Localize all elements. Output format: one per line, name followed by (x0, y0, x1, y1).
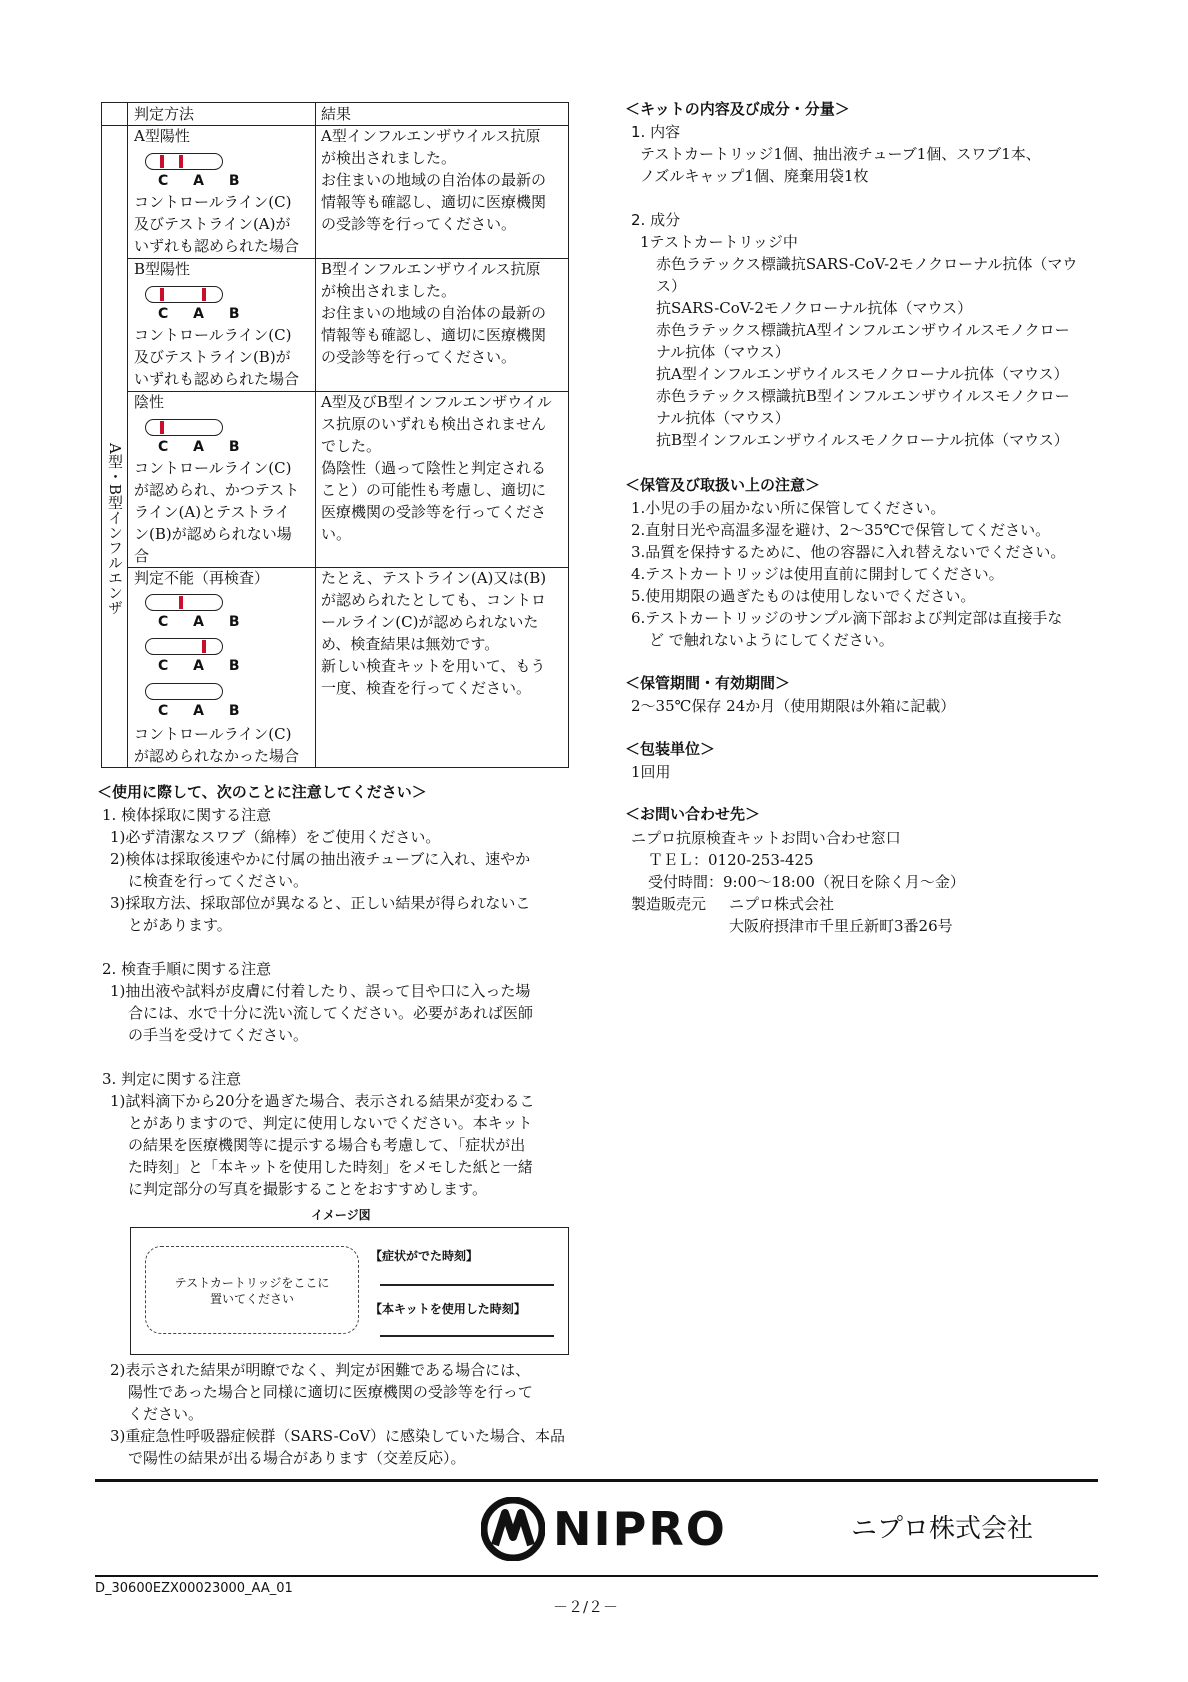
sec3-body: 1)試料滴下から20分を過ぎた場合、表示される結果が変わるこ とがありますので、判定に使用しないでください。本キット の結果を医療機関等に提示する場合も考慮して、「症状が出 た時刻」と「本キットを使用した時刻」をメモした紙と一緒 に判定部分の写真を撮影することをおすすめします。 (110, 1092, 535, 1198)
row-b-method: コントロールライン(C) 及びテストライン(B)が いずれも認められた場合 (134, 326, 300, 388)
test-strip-invalid-none (145, 683, 223, 700)
image-illustration (130, 1227, 569, 1355)
footer-rule-bottom (95, 1575, 1098, 1577)
maker-label: 製造販売元 (631, 895, 707, 913)
contents-heading: ＜キットの内容及び成分・分量＞ (625, 100, 850, 118)
image-caption: イメージ図 (311, 1208, 371, 1222)
row-invalid-result: たとえ、テストライン(A)又は(B) が認められたとしても、コントロ ールライン(C)が認められないた め、検査結果は無効です。 新しい検査キットを用いて、もう 一度、検査を行ってください。 (321, 569, 547, 697)
contact-hours: 受付時間：9:00～18:00（祝日を除く月～金） (648, 873, 965, 891)
maker-address: 大阪府摂津市千里丘新町3番26号 (729, 917, 953, 935)
footer-rule-top (95, 1479, 1098, 1482)
header-method: 判定方法 (134, 105, 195, 123)
strip-labels: C A B (158, 306, 250, 322)
cartridge-placement-area: テストカートリッジをここに 置いてください (145, 1246, 359, 1334)
sec1-title: 1. 検体採取に関する注意 (102, 806, 272, 824)
storage-heading: ＜保管及び取扱い上の注意＞ (625, 476, 821, 494)
row-negative-title: 陰性 (134, 393, 165, 411)
kit-use-time-label: 【本キットを使用した時刻】 (370, 1302, 526, 1316)
strip-labels: C A B (158, 703, 250, 719)
strip-labels: C A B (158, 439, 250, 455)
row-b-title: B型陽性 (134, 260, 191, 278)
test-strip-negative (145, 419, 223, 436)
symptom-time-label: 【症状がでた時刻】 (370, 1249, 479, 1263)
strip-labels: C A B (158, 658, 250, 674)
components-title: 2. 成分 (631, 211, 681, 229)
doc-id: D_30600EZX00023000_AA_01 (95, 1581, 293, 1596)
contents-body: テストカートリッジ1個、抽出液チューブ1個、スワブ1本、 ノズルキャップ1個、廃棄用袋1枚 (640, 145, 1041, 185)
nipro-logo-mark-icon (481, 1497, 545, 1561)
test-strip-b-positive (145, 286, 223, 303)
sec2-body: 1)抽出液や試料が皮膚に付着したり、誤って目や口に入った場 合には、水で十分に洗い流してください。必要があれば医師 の手当を受けてください。 (110, 982, 534, 1044)
contents-title: 1. 内容 (631, 123, 681, 141)
strip-labels: C A B (158, 173, 250, 189)
row-negative-result: A型及びB型インフルエンザウイル ス抗原のいずれも検出されません でした。 偽陰性（過って陰性と判定される こと）の可能性も考慮し、適切に 医療機関の受診等を行ってくださ い。 (321, 393, 552, 543)
sec1-body: 1)必ず清潔なスワブ（綿棒）をご使用ください。 2)検体は採取後速やかに付属の抽出液チューブに入れ、速やか に検査を行ってください。 3)採取方法、採取部位が異なると、正しい結果が得られないこ とがあります。 (110, 828, 531, 934)
test-strip-a-positive (145, 153, 223, 170)
judgment-table (101, 102, 569, 768)
page-number: －２/２－ (553, 1598, 619, 1616)
sec3-title: 3. 判定に関する注意 (102, 1070, 242, 1088)
components-body: 赤色ラテックス標識抗SARS-CoV-2モノクローナル抗体（マウ ス） 抗SARS-CoV-2モノクローナル抗体（マウス） 赤色ラテックス標識抗A型インフルエンザウイルスモノクロー ナル抗体（マウス） 抗A型インフルエンザウイルスモノクローナル抗体（マウス） 赤色ラテックス標識抗B型インフルエンザウイルスモノクロー ナル抗体（マウス） 抗B型インフルエンザウイルスモノクローナル抗体（マウス） (656, 255, 1078, 449)
unit-heading: ＜包装単位＞ (625, 740, 716, 758)
row-negative-method: コントロールライン(C) が認められ、かつテスト ライン(A)とテストライ ン(B)が認められない場 合 (134, 459, 300, 565)
maker-name: ニプロ株式会社 (729, 895, 835, 913)
components-sub: 1テストカートリッジ中 (640, 233, 798, 251)
period-text: 2～35℃保存 24か月（使用期限は外箱に記載） (631, 697, 956, 715)
period-heading: ＜保管期間・有効期間＞ (625, 674, 791, 692)
test-strip-invalid-b (145, 638, 223, 655)
row-invalid-method: コントロールライン(C) が認められなかった場合 (134, 725, 300, 765)
test-strip-invalid-a (145, 594, 223, 611)
sec3-more-body: 2)表示された結果が明瞭でなく、判定が困難である場合には、 陽性であった場合と同様に適切に医療機関の受診等を行って ください。 3)重症急性呼吸器症候群（SARS-CoV）に感染していた場合、本品 で陽性の結果が出る場合があります（交差反応）。 (110, 1361, 566, 1467)
contact-tel: ＴＥＬ：0120-253-425 (648, 851, 814, 869)
footer-company: ニプロ株式会社 (851, 1514, 1034, 1544)
caution-heading: ＜使用に際して、次のことに注意してください＞ (97, 783, 427, 801)
row-b-result: B型インフルエンザウイルス抗原 が検出されました。 お住まいの地域の自治体の最新の 情報等も確認し、適切に医療機関 の受診等を行ってください。 (321, 260, 547, 366)
row-a-result: A型インフルエンザウイルス抗原 が検出されました。 お住まいの地域の自治体の最新の 情報等も確認し、適切に医療機関 の受診等を行ってください。 (321, 127, 547, 233)
sec2-title: 2. 検査手順に関する注意 (102, 960, 272, 978)
unit-text: 1回用 (631, 763, 671, 781)
contact-heading: ＜お問い合わせ先＞ (625, 805, 761, 823)
header-result: 結果 (321, 105, 352, 123)
row-a-title: A型陽性 (134, 127, 190, 145)
row-a-method: コントロールライン(C) 及びテストライン(A)が いずれも認められた場合 (134, 193, 300, 255)
storage-body: 1.小児の手の届かない所に保管してください。 2.直射日光や高温多湿を避け、2～35℃で保管してください。 3.品質を保持するために、他の容器に入れ替えないでください。 4.テストカートリッジは使用直前に開封してください。 5.使用期限の過ぎたものは使用しないでください。 6.テストカートリッジのサンプル滴下部および判定部は直接手な ど で触れないようにしてください。 (631, 499, 1066, 649)
row-invalid-title: 判定不能（再検査） (134, 569, 270, 587)
nipro-logo-text: NIPRO (553, 1502, 727, 1556)
contact-name: ニプロ抗原検査キットお問い合わせ窓口 (631, 829, 901, 847)
group-label: A型・B型インフルエンザ (106, 443, 124, 615)
strip-labels: C A B (158, 614, 250, 630)
